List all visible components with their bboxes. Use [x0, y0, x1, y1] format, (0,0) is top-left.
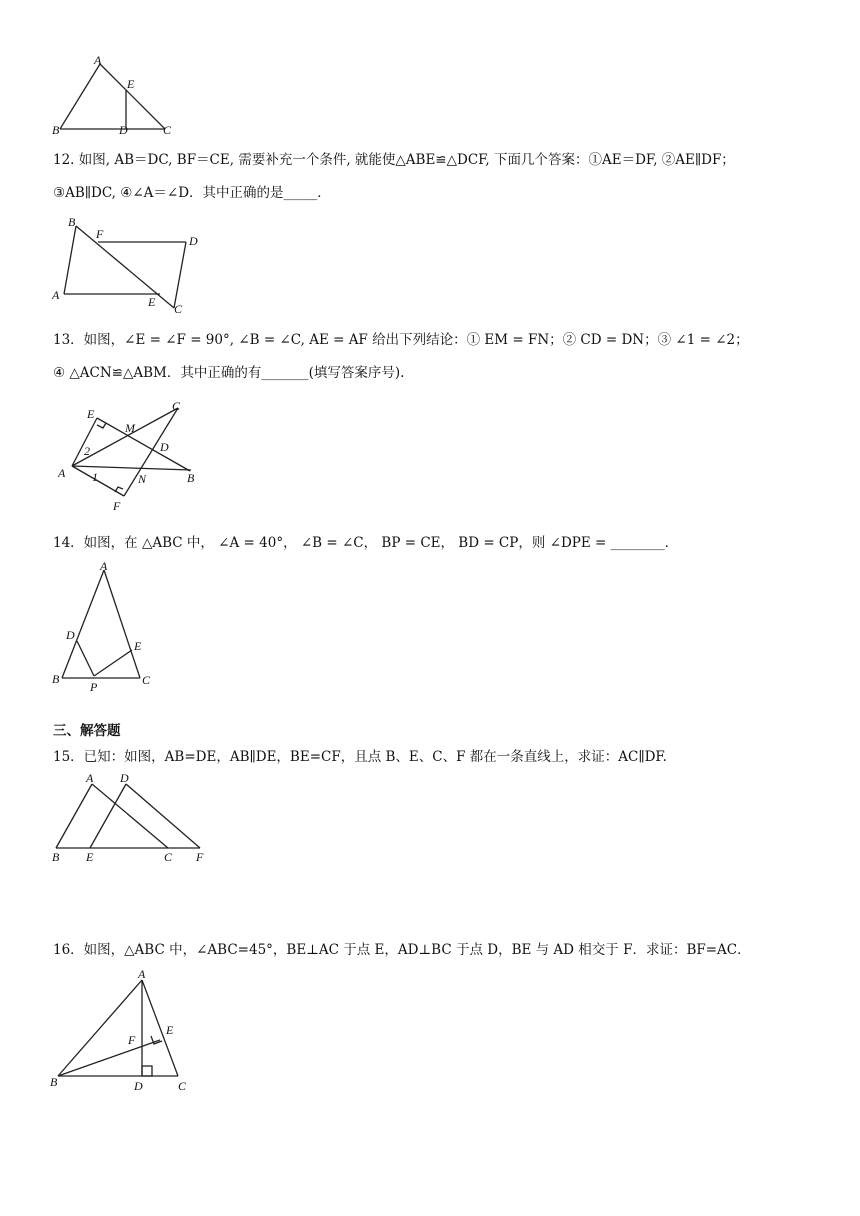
- label-D: D: [189, 234, 198, 248]
- label-A: A: [58, 466, 66, 480]
- label-M: M: [125, 421, 135, 435]
- label-A: A: [100, 559, 108, 573]
- label-B: B: [52, 672, 60, 686]
- label-A: A: [86, 771, 94, 785]
- label-E: E: [127, 77, 135, 91]
- label-F: F: [113, 499, 121, 513]
- question-13-line-1: 13．如图，∠E = ∠F = 90°, ∠B = ∠C, AE = AF 给出下列结论：① EM = FN；② CD = DN；③ ∠1 = ∠2；: [53, 332, 749, 348]
- label-N: N: [138, 472, 147, 486]
- question-14-line-1: 14．如图，在 △ABC 中， ∠A = 40°， ∠B = ∠C， BP = CE， BD = CP，则 ∠DPE = ________．: [53, 535, 679, 551]
- label-D: D: [66, 628, 75, 642]
- label-C: C: [174, 302, 183, 316]
- figure-q14: [50, 560, 170, 695]
- label-B: B: [52, 850, 60, 864]
- label-F: F: [128, 1033, 136, 1047]
- label-A: A: [138, 967, 146, 981]
- question-16-line-1: 16．如图，△ABC 中，∠ABC=45°，BE⊥AC 于点 E，AD⊥BC 于点 D，BE 与 AD 相交于 F．求证：BF=AC．: [53, 942, 751, 958]
- label-B: B: [187, 471, 195, 485]
- figure-q11: [50, 52, 180, 142]
- label-E: E: [86, 850, 94, 864]
- label-D: D: [134, 1079, 143, 1093]
- question-12-line-1: 12. 如图, AB＝DC, BF＝CE, 需要补充一个条件, 就能使△ABE≌△DCF, 下面几个答案：①AE＝DF, ②AE∥DF；: [53, 152, 735, 168]
- label-C: C: [164, 850, 173, 864]
- label-C: C: [142, 673, 151, 687]
- label-C: C: [163, 123, 172, 137]
- label-F: F: [196, 850, 204, 864]
- figure-q12: [50, 214, 210, 318]
- label-P: P: [90, 680, 98, 694]
- question-15-line-1: 15．已知：如图，AB=DE，AB∥DE，BE=CF，且点 B、E、C、F 都在一条直线上，求证：AC∥DF.: [53, 749, 667, 765]
- question-12-line-2: ③AB∥DC, ④∠A＝∠D．其中正确的是_____．: [53, 185, 331, 201]
- label-B: B: [52, 123, 60, 137]
- label-C: C: [178, 1079, 187, 1093]
- question-13-line-2: ④ △ACN≌△ABM．其中正确的有_______(填写答案序号).: [53, 365, 405, 381]
- label-D: D: [120, 771, 129, 785]
- label-C: C: [172, 399, 181, 413]
- label-E: E: [148, 295, 156, 309]
- figure-q16: [48, 966, 198, 1096]
- label-B: B: [50, 1075, 58, 1089]
- label-B: B: [68, 215, 76, 229]
- section-title: 三、解答题: [53, 723, 121, 739]
- label-E: E: [134, 639, 142, 653]
- label-D: D: [119, 123, 128, 137]
- label-A: A: [52, 288, 60, 302]
- figure-q13: [52, 396, 212, 518]
- label-E: E: [87, 407, 95, 421]
- label-E: E: [166, 1023, 174, 1037]
- figure-q15: [50, 770, 210, 865]
- label-angle-2: 2: [84, 444, 90, 458]
- label-A: A: [94, 53, 102, 67]
- label-F: F: [96, 227, 104, 241]
- label-angle-1: 1: [92, 470, 98, 484]
- label-D: D: [160, 440, 169, 454]
